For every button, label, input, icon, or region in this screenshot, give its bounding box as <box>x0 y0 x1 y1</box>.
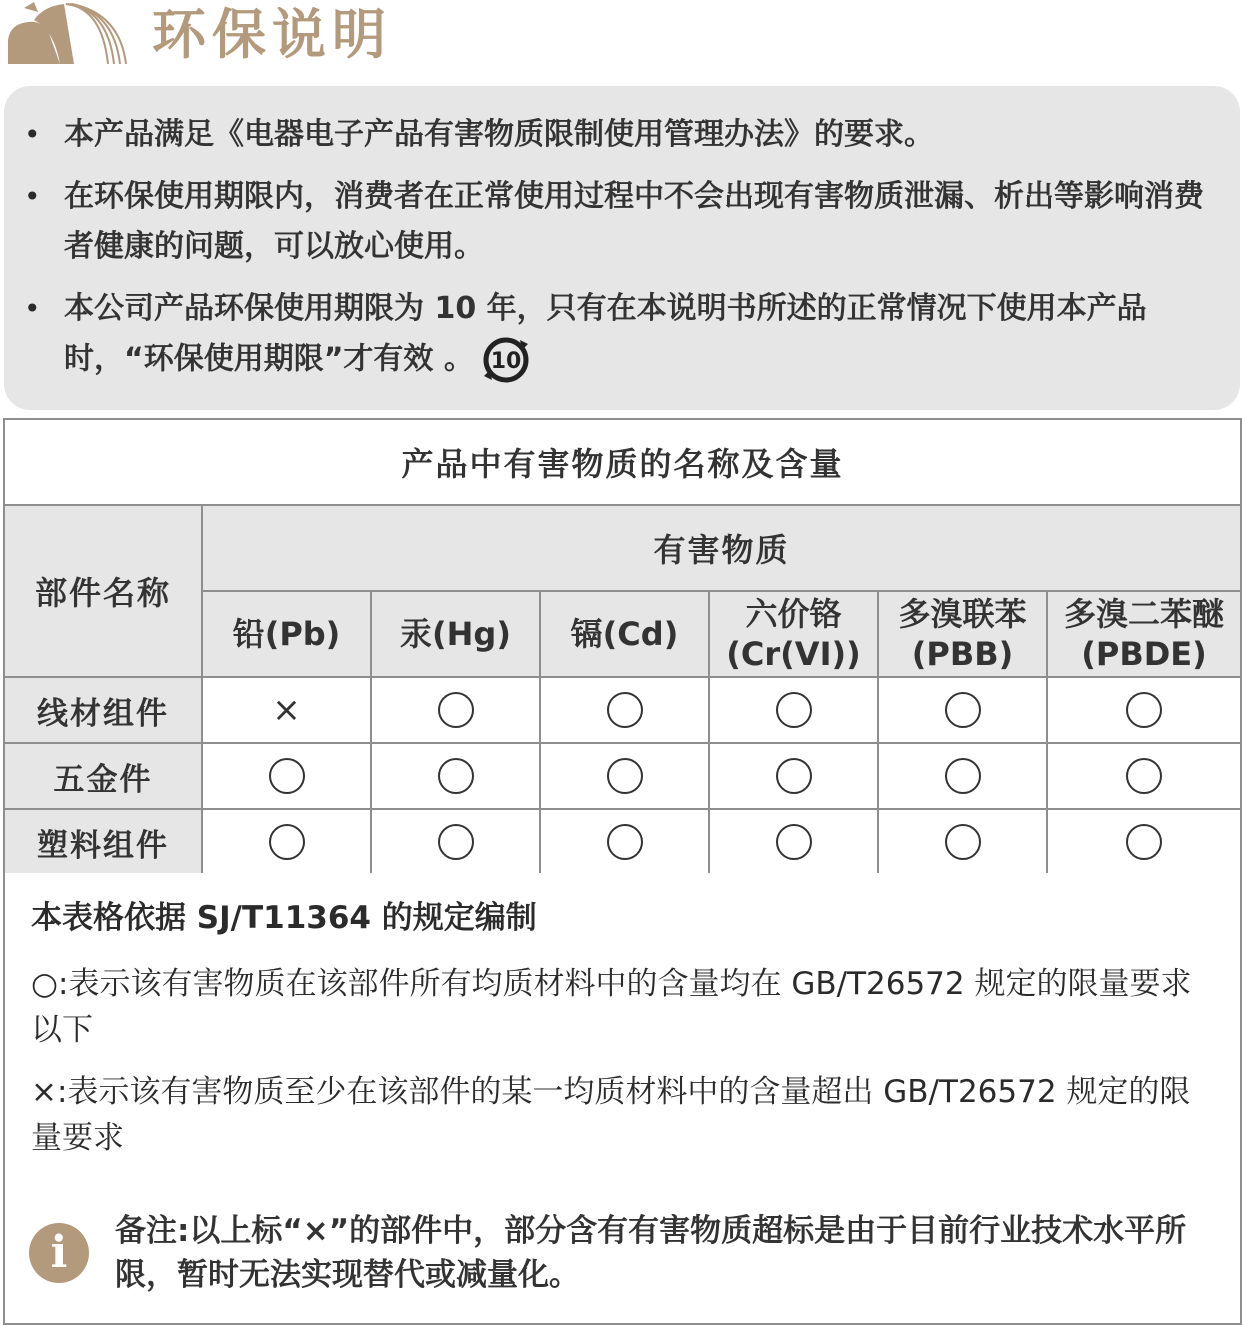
compliant-circle-icon <box>1126 824 1162 860</box>
compliant-circle-icon <box>607 824 643 860</box>
bullet-dot: • <box>24 118 41 151</box>
substance-header: 铅(Pb) <box>202 591 371 677</box>
compliant-circle-icon <box>1126 692 1162 728</box>
table-caption: 产品中有害物质的名称及含量 <box>4 419 1241 505</box>
bullet-dot: • <box>24 292 41 325</box>
value-cell <box>202 743 371 809</box>
page-header <box>0 0 1242 80</box>
environmental-info-box <box>4 86 1240 410</box>
info-icon: i <box>29 1223 89 1283</box>
remark-note: 备注:以上标“×”的部件中，部分含有有害物质超标是由于目前行业技术水平所限，暂时无法实现替代或减量化。 <box>115 1213 1187 1293</box>
compliant-circle-icon <box>945 692 981 728</box>
compliant-circle-icon <box>945 758 981 794</box>
circle-legend-note: ○:表示该有害物质在该部件所有均质材料中的含量均在 GB/T26572 规定的限量要求以下 <box>31 966 1192 1048</box>
compliant-circle-icon <box>1126 758 1162 794</box>
value-cell <box>878 809 1047 875</box>
cross-legend-note: ×:表示该有害物质至少在该部件的某一均质材料中的含量超出 GB/T26572 规定的限量要求 <box>31 1074 1191 1156</box>
substance-header: 汞(Hg) <box>371 591 540 677</box>
value-cell <box>709 677 878 743</box>
part-name-cell: 五金件 <box>4 743 202 809</box>
part-name-header: 部件名称 <box>4 505 202 677</box>
bullet-dot: • <box>24 180 41 213</box>
info-item-3 <box>64 284 1214 386</box>
value-cell <box>202 677 371 743</box>
value-cell <box>202 809 371 875</box>
substance-header: 多溴二苯醚 (PBDE) <box>1047 591 1241 677</box>
compliant-circle-icon <box>438 692 474 728</box>
sector-arc-logo-icon <box>4 0 130 70</box>
compliant-circle-icon <box>607 758 643 794</box>
value-cell <box>709 809 878 875</box>
value-cell <box>540 743 709 809</box>
exceeds-cross-mark: × <box>272 690 301 730</box>
value-cell <box>540 677 709 743</box>
table-row <box>4 743 1241 809</box>
info-item-3-text: 本公司产品环保使用期限为 10 年，只有在本说明书所述的正常情况下使用本产品时，“环保使用期限”才有效 。 <box>64 291 1147 377</box>
table-row <box>4 809 1241 875</box>
page-title: 环保说明 <box>152 3 392 66</box>
value-cell <box>540 809 709 875</box>
standard-basis-note: 本表格依据 SJ/T11364 的规定编制 <box>31 900 537 936</box>
compliant-circle-icon <box>776 692 812 728</box>
compliant-circle-icon <box>269 758 305 794</box>
compliant-circle-icon <box>776 758 812 794</box>
hazard-header: 有害物质 <box>202 505 1241 591</box>
value-cell <box>1047 743 1241 809</box>
info-item-2: 在环保使用期限内，消费者在正常使用过程中不会出现有害物质泄漏、析出等影响消费者健康的问题，可以放心使用。 <box>64 179 1204 264</box>
value-cell <box>1047 677 1241 743</box>
hazardous-substance-table <box>3 418 1240 873</box>
part-name-cell: 塑料组件 <box>4 809 202 875</box>
value-cell <box>371 677 540 743</box>
value-cell <box>1047 809 1241 875</box>
compliant-circle-icon <box>269 824 305 860</box>
epup-mark-number: 10 <box>490 349 522 374</box>
substance-header: 多溴联苯 (PBB) <box>878 591 1047 677</box>
table-notes <box>3 873 1242 1325</box>
part-name-cell: 线材组件 <box>4 677 202 743</box>
compliant-circle-icon <box>776 824 812 860</box>
compliant-circle-icon <box>438 758 474 794</box>
table-row <box>4 677 1241 743</box>
value-cell <box>371 743 540 809</box>
compliant-circle-icon <box>607 692 643 728</box>
epup-10-year-icon <box>480 334 532 386</box>
info-item-1: 本产品满足《电器电子产品有害物质限制使用管理办法》的要求。 <box>64 117 934 152</box>
value-cell <box>371 809 540 875</box>
value-cell <box>709 743 878 809</box>
value-cell <box>878 743 1047 809</box>
substance-header: 镉(Cd) <box>540 591 709 677</box>
compliant-circle-icon <box>945 824 981 860</box>
value-cell <box>878 677 1047 743</box>
substance-header: 六价铬 (Cr(VI)) <box>709 591 878 677</box>
compliant-circle-icon <box>438 824 474 860</box>
